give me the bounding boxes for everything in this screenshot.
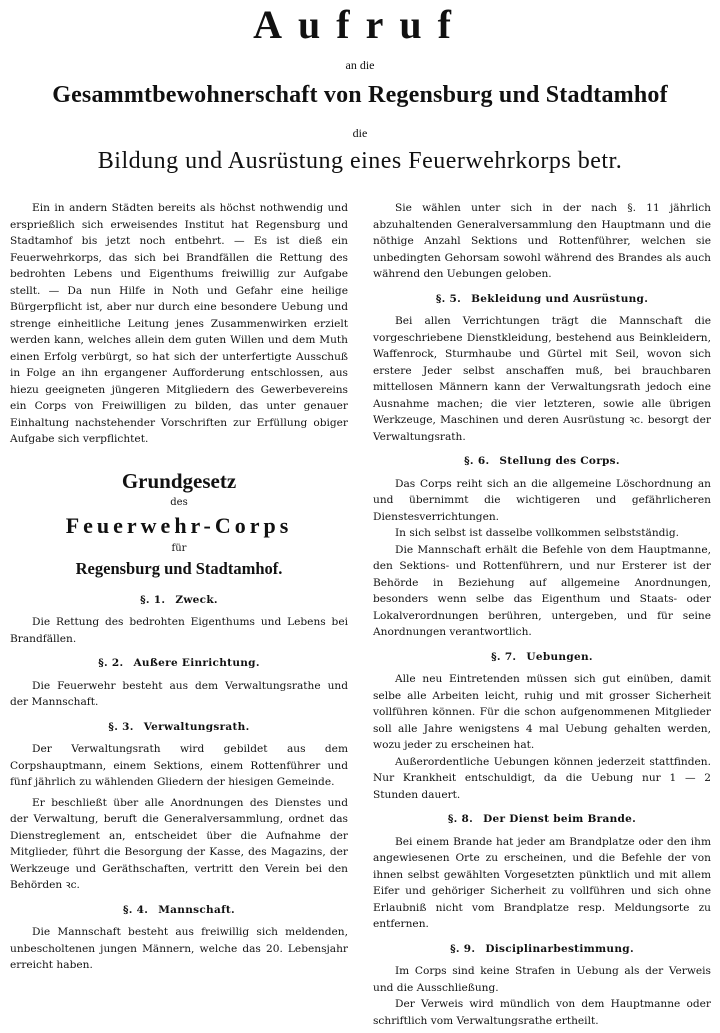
section-8: [373, 811, 711, 933]
section-heading: [373, 941, 711, 958]
section-paragraph: Die Mannschaft besteht aus freiwillig sich meldenden, unbescholtenen jungen Männern, welche das 20. Lebensjahr erreicht haben.: [10, 926, 348, 971]
right-column: [373, 200, 711, 1033]
section-number: §. 4.: [122, 903, 149, 916]
section-title: Zweck.: [175, 593, 218, 606]
grundgesetz-heading-block: [10, 468, 348, 580]
section-title: Uebungen.: [526, 650, 593, 663]
section-number: §. 1.: [140, 593, 166, 606]
section-heading: [10, 902, 348, 919]
subject-connector: die: [352, 126, 368, 140]
intro-paragraph: Ein in andern Städten bereits als höchst nothwendig und ersprießlich sich erweisendes Institut hat Regensburg und Stadtamhof bis jetzt noch entbehrt. — Es ist dieß ein Feuerwehrkorps, das sich bei Brandfällen die Rettung des bedrohten Lebens und Eigenthums freiwillig zur Aufgabe stellt. — Da nun Hilfe in Noth und Gefahr eine heilige Bürgerpflicht ist, aber nur durch eine besondere Uebung und strenge einheitliche Leitung jenes Zusammenwirken erzielt werden kann, welches allein dem guten Willen und dem Muth einen Erfolg verbürgt, so hat sich der unterfertigte Ausschuß in Folge an ihn ergangener Aufforderung entschlossen, aus hiezu geeigneten jüngeren Mitgliedern des Gewerbevereins ein Corps von Freiwilligen zu bilden, das unter genauer Einhaltung nachstehender Vorschriften zur Erfüllung obiger Aufgabe sich verpflichtet.: [10, 202, 348, 445]
section-paragraph: Die Mannschaft erhält die Befehle von dem Hauptmanne, den Sektions- und Rottenführern, und nur Ersterer ist der Behörde in Beziehung auf allgemeine Anordnungen, besonders wenn selbe das Eigenthum und Staats- oder Lokalverordnungen berühren, untergeben, und für seine Anordnungen verantwortlich.: [373, 543, 711, 638]
section-number: §. 8.: [447, 813, 474, 825]
section-paragraph: Die Rettung des bedrohten Eigenthums und Lebens bei Brandfällen.: [10, 616, 348, 645]
section-paragraph: Bei allen Verrichtungen trägt die Mannschaft die vorgeschriebene Dienstkleidung, bestehend aus Beinkleidern, Waffenrock, Sturmhaube und Gürtel mit Seil, wovon sich erstere Jeder selbst anschaffen muß, bei brauchbaren mittellosen Männern kann der Verwaltungsrath jedoch eine Ausnahme machen; die vier letzteren, sowie alle übrigen Werkzeuge, Maschinen und deren Ausrüstung ꝛc. besorgt der Verwaltungsrath.: [373, 315, 711, 443]
section-title: Der Dienst beim Brande.: [483, 813, 637, 825]
grundgesetz-des: des: [170, 496, 188, 508]
section-title: Außere Einrichtung.: [133, 657, 260, 669]
section-paragraph: Er beschließt über alle Anordnungen des Dienstes und der Verwaltung, beruft die Generalversammlung, ordnet das Dienstreglement an, entscheidet über die Aufnahme der Mitglieder, führt die Besorgung der Kasse, des Magazins, der Werkzeuge und Geräthschaften, vertritt den Verein bei den Behörden ꝛc.: [10, 796, 348, 891]
section-number: §. 6.: [464, 455, 490, 467]
section-7: [373, 649, 711, 804]
grundgesetz-corps: Feuerwehr-Corps: [65, 512, 293, 538]
section-heading: [373, 453, 711, 470]
section-number: §. 3.: [108, 720, 134, 733]
section-1: [10, 592, 348, 648]
section-heading: [373, 649, 711, 666]
section-9: [373, 941, 711, 1030]
section-paragraph: Der Verwaltungsrath wird gebildet aus dem Corpshauptmann, einem Sektions, einem Rottenführer und fünf jährlich zu wählenden Gliedern der hiesigen Gemeinde.: [10, 743, 348, 788]
section-paragraph: Im Corps sind keine Strafen in Uebung als der Verweis und die Ausschließung.: [373, 965, 711, 994]
addressee-heading: Gesammtbewohnerschaft von Regensburg und Stadtamhof: [52, 82, 668, 108]
section-paragraph: Bei einem Brande hat jeder am Brandplatze oder den ihm angewiesenen Orte zu erscheinen, und die Befehle der von ihnen selbst gewählten Vorgesetzten pünktlich und mit allem Eifer und gehöriger Sicherheit zu vollführen und sich ohne Erlaubniß nicht vom Brandplatze resp. Meldungsorte zu entfernen.: [373, 835, 711, 930]
section-heading: [10, 592, 348, 609]
section-number: §. 7.: [491, 650, 517, 663]
section-2: [10, 655, 348, 711]
section-title: Verwaltungsrath.: [143, 720, 250, 733]
section-heading: [373, 811, 711, 828]
section-number: §. 9.: [450, 942, 476, 955]
section-5: [373, 291, 711, 446]
section-title: Disciplinarbestimmung.: [485, 942, 634, 955]
subject-heading: Bildung und Ausrüstung eines Feuerwehrkorps betr.: [97, 148, 623, 174]
title-connector: an die: [345, 58, 375, 72]
document-title: Aufruf: [253, 2, 467, 47]
section-4: [10, 902, 348, 974]
left-column: [10, 200, 348, 978]
grundgesetz-city: Regensburg und Stadtamhof.: [75, 558, 283, 578]
section-3: [10, 719, 348, 894]
section-paragraph: In sich selbst ist dasselbe vollkommen selbstständig.: [395, 527, 679, 539]
section-number: §. 2.: [98, 657, 124, 669]
section-title: Bekleidung und Ausrüstung.: [471, 292, 649, 305]
section-heading: [10, 655, 348, 672]
section-title: Stellung des Corps.: [499, 455, 620, 467]
section-heading: [373, 291, 711, 308]
section-paragraph: Sie wählen unter sich in der nach §. 11 jährlich abzuhaltenden Generalversammlung den Hauptmann und die nöthige Anzahl Sektions und Rottenführer, welchen sie unbedingten Gehorsam sowohl während des Brandes als auch während den Uebungen geloben.: [373, 202, 711, 280]
section-heading: [10, 719, 348, 736]
section-paragraph: Der Verweis wird mündlich von dem Hauptmanne oder schriftlich vom Verwaltungsrathe ertheilt.: [373, 998, 711, 1027]
section-paragraph: Alle neu Eintretenden müssen sich gut einüben, damit selbe alle Arbeiten leicht, ruhig und mit grosser Sicherheit vollführen können. Für die schon aufgenommenen Mitglieder soll alle Jahre wenigstens 4 mal Uebung gehalten werden, wozu jeder zu erscheinen hat.: [373, 673, 711, 751]
section-paragraph: Außerordentliche Uebungen können jederzeit stattfinden. Nur Krankheit entschuldigt, da die Uebung nur 1 — 2 Stunden dauert.: [373, 755, 711, 801]
section-paragraph: Die Feuerwehr besteht aus dem Verwaltungsrathe und der Mannschaft.: [10, 679, 348, 708]
section-6: [373, 453, 711, 641]
section-number: §. 5.: [435, 292, 462, 305]
grundgesetz-fuer: für: [171, 542, 187, 554]
grundgesetz-title: Grundgesetz: [121, 468, 237, 493]
section-paragraph: Das Corps reiht sich an die allgemeine Löschordnung an und übernimmt die wichtigeren und gefährlicheren Dienstesverrichtungen.: [373, 477, 711, 523]
section-title: Mannschaft.: [158, 903, 236, 916]
